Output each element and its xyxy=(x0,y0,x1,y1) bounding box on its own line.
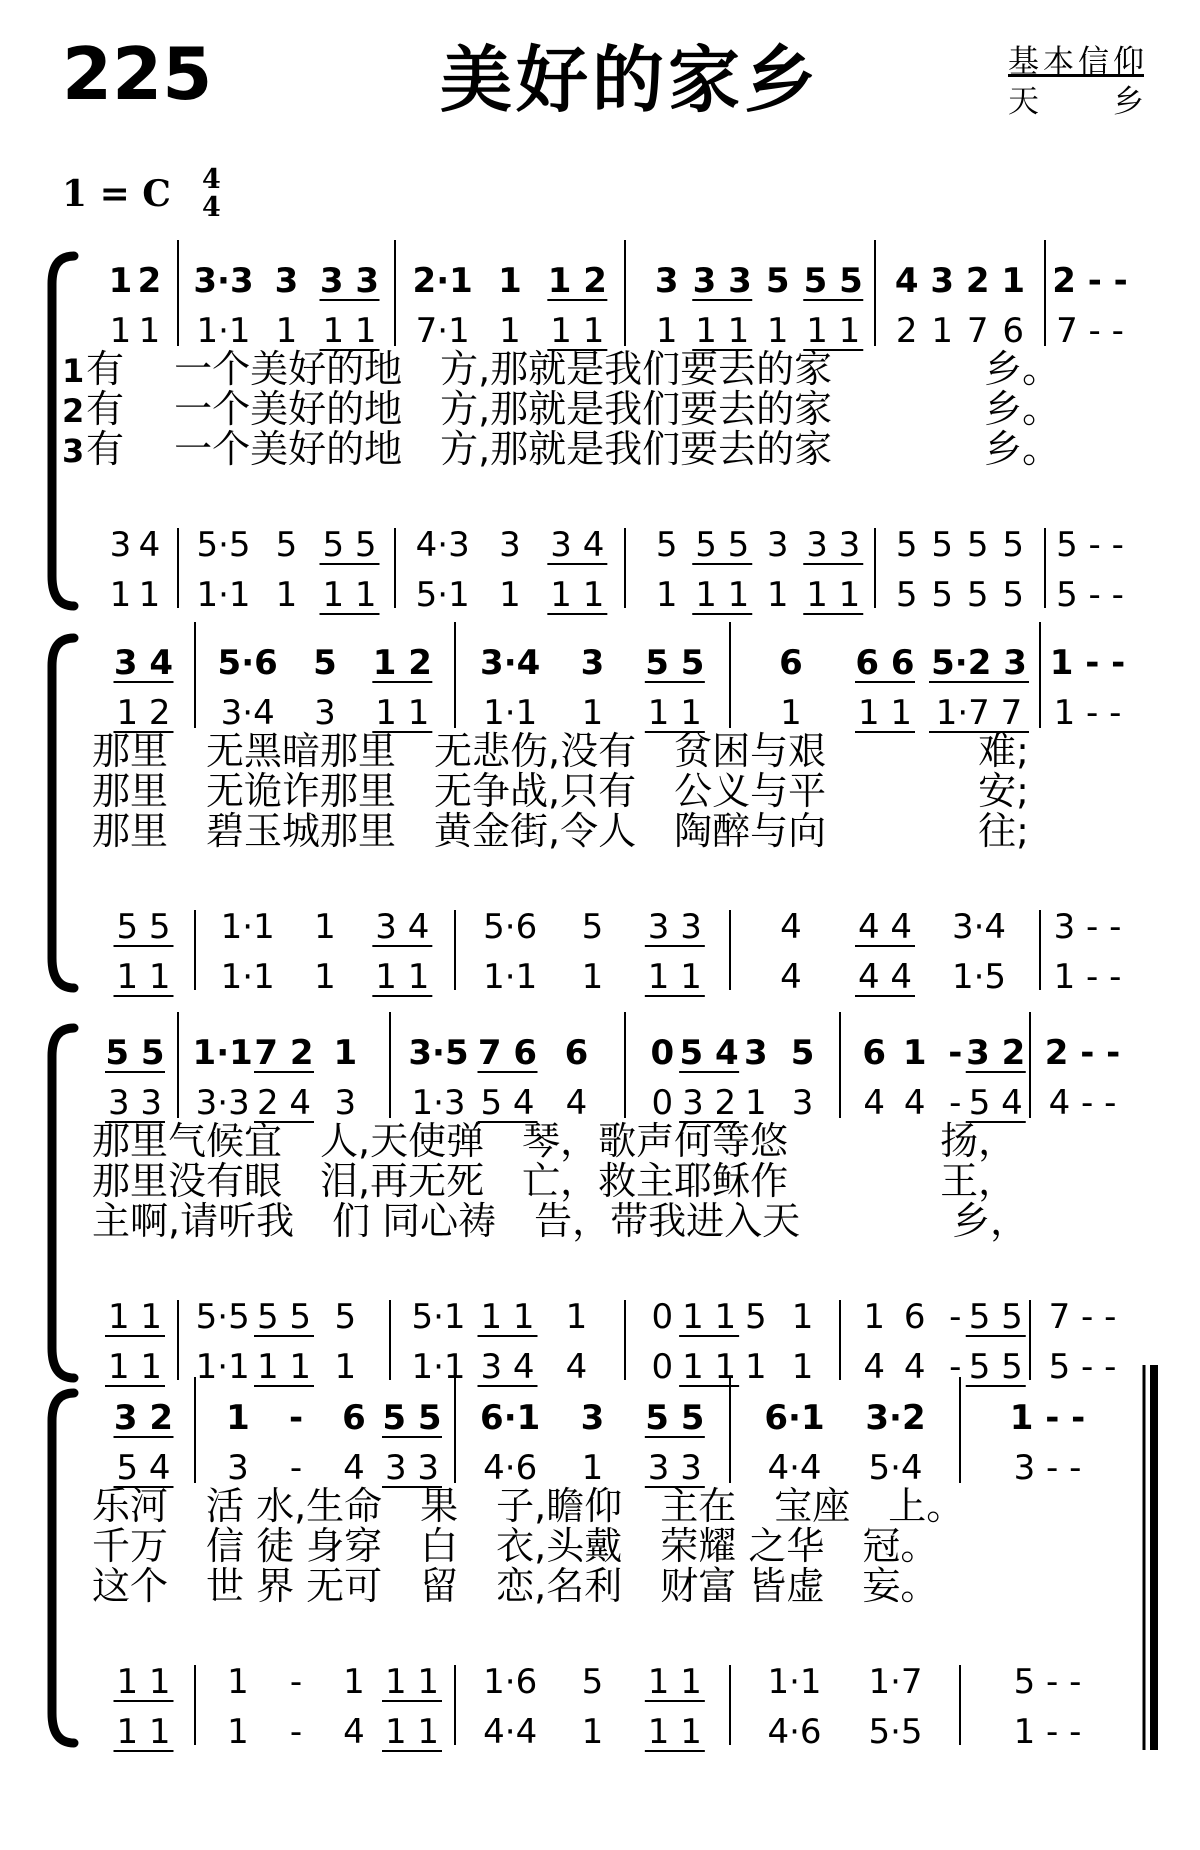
note-lower-b: 3 4 xyxy=(480,1347,535,1387)
note-top: 1 xyxy=(498,261,522,301)
lyric-line: 那里 碧玉城那里 黄金街,令人 陶醉与向 往; xyxy=(92,809,1029,853)
note-lower-b: 1 1 xyxy=(550,575,605,615)
note-lower-b: 4·4 xyxy=(483,1712,538,1752)
note-upper: 3 3 xyxy=(647,1448,702,1488)
system-1 xyxy=(52,240,1128,615)
note-lower-b: 4 xyxy=(780,957,802,997)
note-top: 6 6 xyxy=(855,643,915,683)
note-lower-a: 5 5 xyxy=(968,1297,1023,1337)
note-lower-a: 3 4 xyxy=(550,525,605,565)
note-lower-b: 1·1 xyxy=(196,575,251,615)
note-top: 3 xyxy=(654,261,679,301)
note-top: 3 2 xyxy=(113,1398,174,1438)
note-lower-a: 1 xyxy=(314,907,336,947)
note-lower-b: 1 xyxy=(314,957,336,997)
note-lower-b: 1 xyxy=(655,575,678,615)
note-lower-b: 1·1 xyxy=(195,1347,250,1387)
lyric-line: 那里气候宜 人,天使弹 琴，歌声何等悠 扬， xyxy=(92,1119,1017,1163)
note-lower-b: 1 xyxy=(138,575,161,615)
note-upper: 1 1 xyxy=(806,311,861,351)
note-top: 1 - - xyxy=(1009,1398,1086,1438)
note-lower-a: 5 5 xyxy=(116,907,171,947)
note-lower-a: 4·3 xyxy=(415,525,470,565)
note-lower-a: 1 xyxy=(565,1297,588,1337)
note-lower-b: 4 xyxy=(903,1347,926,1387)
note-top: 3 4 xyxy=(113,643,174,683)
note-top: 5 5 xyxy=(105,1033,165,1073)
note-upper: 1 - - xyxy=(1053,693,1122,733)
note-lower-b: 1 1 xyxy=(647,1712,702,1752)
note-upper: 5·4 xyxy=(868,1448,923,1488)
hymn-number: 225 xyxy=(62,32,213,116)
note-upper: 4 xyxy=(903,1083,926,1123)
note-upper: 1 xyxy=(499,311,521,351)
note-lower-b: 5 - - xyxy=(1056,575,1124,615)
note-upper: 1·1 xyxy=(483,693,538,733)
note-top: 0 xyxy=(650,1033,675,1073)
time-signature-bottom: 4 xyxy=(202,192,221,223)
note-upper: - xyxy=(289,1448,303,1488)
note-lower-a: 1 xyxy=(343,1662,365,1702)
note-lower-a: 1·7 xyxy=(868,1662,923,1702)
note-lower-a: 3 xyxy=(766,525,789,565)
note-lower-b: 1 1 xyxy=(116,1712,171,1752)
note-lower-a: 1 xyxy=(863,1297,886,1337)
note-lower-b: 5·1 xyxy=(415,575,470,615)
key-signature: 1 = C xyxy=(62,173,171,215)
note-lower-b: 1·1 xyxy=(411,1347,466,1387)
note-lower-a: - xyxy=(949,1297,962,1337)
note-lower-b: 1 1 xyxy=(384,1712,440,1752)
note-top: 1 xyxy=(333,1033,358,1073)
note-lower-a: 5 xyxy=(895,525,918,565)
system-3 xyxy=(52,1012,1120,1387)
system-4 xyxy=(52,1365,1154,1752)
lyric-line: 那里没有眼 泪,再无死 亡，救主耶稣作 王， xyxy=(92,1159,1017,1203)
note-lower-a: 4 xyxy=(138,525,161,565)
note-lower-a: 3·4 xyxy=(951,907,1007,947)
note-lower-a: 1·1 xyxy=(767,1662,822,1702)
note-upper: 3 xyxy=(791,1083,814,1123)
credit-category: 基本信仰 xyxy=(1008,44,1144,80)
note-upper: 1 xyxy=(138,311,161,351)
note-upper: 1 xyxy=(581,693,604,733)
note-lower-b: 1 - - xyxy=(1013,1712,1082,1752)
note-lower-b: 5 5 xyxy=(968,1347,1023,1387)
note-lower-a: 1 1 xyxy=(682,1297,737,1337)
note-lower-a: 1 xyxy=(227,1662,249,1702)
note-upper: 1 1 xyxy=(550,311,605,351)
note-top: 3 2 xyxy=(966,1033,1026,1073)
note-top: 2 xyxy=(965,261,990,301)
note-lower-b: 1 xyxy=(499,575,521,615)
system-bracket xyxy=(52,256,74,606)
note-top: 6 xyxy=(564,1033,589,1073)
note-lower-b: 4 xyxy=(343,1712,365,1752)
note-upper: 4·6 xyxy=(483,1448,538,1488)
note-top: 7 6 xyxy=(477,1033,538,1073)
note-lower-b: 1 1 xyxy=(647,957,702,997)
note-lower-a: 4 4 xyxy=(857,907,913,947)
note-upper: 1 1 xyxy=(322,311,377,351)
note-upper: 3 3 xyxy=(107,1083,163,1123)
note-lower-b: 1·1 xyxy=(483,957,538,997)
note-lower-a: 1 1 xyxy=(647,1662,702,1702)
note-upper: 5 4 xyxy=(116,1448,171,1488)
note-lower-b: 5 xyxy=(1002,575,1025,615)
note-lower-b: 1 1 xyxy=(375,957,430,997)
note-upper: 1 xyxy=(655,311,678,351)
note-top: 7 2 xyxy=(254,1033,314,1073)
note-top: 3 xyxy=(580,643,605,683)
note-lower-b: 1 1 xyxy=(256,1347,312,1387)
note-top: 1 xyxy=(1001,261,1026,301)
note-upper: 4 xyxy=(565,1083,588,1123)
note-lower-a: 4 xyxy=(780,907,802,947)
note-top: 3 xyxy=(274,261,299,301)
note-lower-b: 1 1 xyxy=(682,1347,737,1387)
note-lower-b: 1 xyxy=(334,1347,357,1387)
note-upper: 3 xyxy=(334,1083,357,1123)
note-lower-a: 1·6 xyxy=(483,1662,538,1702)
note-top: 3 3 xyxy=(692,261,752,301)
note-upper: 1 1 xyxy=(857,693,913,733)
note-upper: 6 xyxy=(1002,311,1025,351)
note-lower-b: 0 xyxy=(651,1347,674,1387)
note-top: 1 xyxy=(226,1398,250,1438)
note-lower-a: 5 5 xyxy=(256,1297,312,1337)
note-top: 5 5 xyxy=(803,261,863,301)
note-lower-a: 5 xyxy=(966,525,989,565)
note-lower-a: 3 xyxy=(109,525,132,565)
note-lower-a: 7 - - xyxy=(1048,1297,1117,1337)
note-top: 6·1 xyxy=(480,1398,541,1438)
note-lower-a: 0 xyxy=(651,1297,674,1337)
note-top: 6·1 xyxy=(764,1398,825,1438)
note-lower-b: 1 1 xyxy=(116,957,171,997)
note-lower-b: 1·5 xyxy=(951,957,1007,997)
note-lower-a: 1 1 xyxy=(107,1297,163,1337)
note-top: 6 xyxy=(779,643,803,683)
note-top: 3·2 xyxy=(865,1398,926,1438)
note-top: 5 xyxy=(313,643,337,683)
note-lower-a: 5·1 xyxy=(411,1297,466,1337)
note-top: 4 xyxy=(894,261,919,301)
note-top: 2 - - xyxy=(1052,261,1128,301)
note-upper: 3 3 xyxy=(384,1448,440,1488)
verse-number: 1 xyxy=(62,352,85,390)
note-upper: 4 xyxy=(343,1448,365,1488)
note-top: 1 xyxy=(108,261,133,301)
note-top: 5 5 xyxy=(645,1398,705,1438)
note-lower-a: 5 - - xyxy=(1056,525,1124,565)
note-lower-a: 5 xyxy=(655,525,678,565)
note-top: 1·1 xyxy=(192,1033,253,1073)
note-upper: 1 1 xyxy=(375,693,430,733)
note-lower-a: 5 xyxy=(931,525,954,565)
note-upper: 3 2 xyxy=(682,1083,737,1123)
note-lower-a: 5 xyxy=(334,1297,357,1337)
note-lower-a: 5 xyxy=(745,1297,767,1337)
note-upper: 4·4 xyxy=(767,1448,822,1488)
note-upper: 3 - - xyxy=(1013,1448,1082,1488)
lyric-line: 千万 信 徒 身穿 白 衣,头戴 荣耀 之华 冠。 xyxy=(92,1524,939,1568)
note-upper: 1·7 7 xyxy=(935,693,1023,733)
note-top: 3·3 xyxy=(193,261,254,301)
note-top: 1 - - xyxy=(1049,643,1126,683)
note-lower-b: 1 1 xyxy=(695,575,750,615)
note-lower-a: 5 xyxy=(581,1662,604,1702)
lyric-line: 那里 无诡诈那里 无争战,只有 公义与平 安; xyxy=(92,769,1029,813)
note-top: 5 5 xyxy=(645,643,705,683)
note-lower-b: 4 xyxy=(863,1347,886,1387)
time-signature-top: 4 xyxy=(202,164,221,195)
note-top: 6 xyxy=(862,1033,887,1073)
note-upper: 1 xyxy=(931,311,954,351)
note-top: 3 3 xyxy=(319,261,380,301)
note-lower-a: 5 xyxy=(1002,525,1025,565)
note-lower-b: 1 1 xyxy=(107,1347,163,1387)
note-upper: 1 xyxy=(780,693,802,733)
note-upper: 2 4 xyxy=(256,1083,312,1123)
note-lower-a: 3 - - xyxy=(1053,907,1122,947)
note-lower-b: 4 4 xyxy=(857,957,913,997)
note-upper: 1 2 xyxy=(116,693,171,733)
note-lower-a: 6 xyxy=(903,1297,926,1337)
verse-number: 2 xyxy=(62,392,85,430)
note-lower-a: 5·5 xyxy=(196,525,251,565)
note-lower-b: 5·5 xyxy=(868,1712,923,1752)
note-lower-b: 5 - - xyxy=(1048,1347,1117,1387)
note-top: 5·6 xyxy=(217,643,278,683)
note-top: 2 - - xyxy=(1044,1033,1121,1073)
note-lower-b: 1 1 xyxy=(806,575,861,615)
note-upper: 4 - - xyxy=(1048,1083,1117,1123)
note-upper: 3·4 xyxy=(220,693,275,733)
lyric-line: 有 一个美好的地 方,那就是我们要去的家 乡。 xyxy=(86,427,1061,471)
note-top: 5 xyxy=(765,261,790,301)
note-upper: 1 xyxy=(109,311,132,351)
note-upper: 4 xyxy=(863,1083,886,1123)
note-upper: 2 xyxy=(895,311,918,351)
note-lower-a: 5 xyxy=(275,525,298,565)
note-lower-a: 1 1 xyxy=(384,1662,440,1702)
lyric-line: 主啊,请听我 们 同心祷 告，带我进入天 乡， xyxy=(92,1199,1029,1243)
note-top: 1 xyxy=(902,1033,927,1073)
lyric-line: 有 一个美好的地 方,那就是我们要去的家 乡。 xyxy=(86,347,1061,391)
note-lower-b: 5 xyxy=(931,575,954,615)
note-upper: 0 xyxy=(651,1083,674,1123)
note-top: 2 xyxy=(137,261,162,301)
note-lower-b: - xyxy=(949,1347,962,1387)
note-lower-b: 1 xyxy=(581,1712,604,1752)
note-lower-a: 1·1 xyxy=(220,907,275,947)
note-lower-b: 1 xyxy=(275,575,298,615)
note-lower-a: 1 1 xyxy=(480,1297,535,1337)
note-top: 3 xyxy=(744,1033,768,1073)
note-upper: 7·1 xyxy=(415,311,470,351)
note-lower-b: 1 xyxy=(109,575,132,615)
note-lower-b: 1 xyxy=(227,1712,249,1752)
note-upper: 1·1 xyxy=(196,311,251,351)
note-lower-a: 3 xyxy=(499,525,521,565)
note-lower-b: 1·1 xyxy=(220,957,275,997)
note-lower-b: 5 xyxy=(966,575,989,615)
note-top: 5 5 xyxy=(382,1398,442,1438)
note-top: 1 2 xyxy=(372,643,432,683)
note-top: 3·4 xyxy=(480,643,541,683)
note-top: 3 xyxy=(580,1398,605,1438)
note-lower-b: 4·6 xyxy=(767,1712,822,1752)
note-top: 6 xyxy=(342,1398,366,1438)
note-top: 5 4 xyxy=(679,1033,739,1073)
note-lower-a: 5 - - xyxy=(1013,1662,1082,1702)
note-lower-a: - xyxy=(289,1662,303,1702)
lyric-line: 乐河 活 水,生命 果 子,瞻仰 主在 宝座 上。 xyxy=(92,1484,965,1528)
note-top: - xyxy=(948,1033,963,1073)
note-lower-a: 3 4 xyxy=(375,907,430,947)
note-lower-a: 3 3 xyxy=(647,907,702,947)
note-lower-b: 1 xyxy=(766,575,789,615)
note-top: 1 2 xyxy=(547,261,607,301)
note-upper: 5 4 xyxy=(968,1083,1023,1123)
note-top: 3 xyxy=(930,261,955,301)
hymn-title: 美好的家乡 xyxy=(440,38,821,122)
note-upper: 1 1 xyxy=(647,693,702,733)
note-upper: 1 xyxy=(766,311,789,351)
note-lower-a: 1 xyxy=(791,1297,814,1337)
note-upper: 1 xyxy=(275,311,298,351)
note-upper: 3·3 xyxy=(195,1083,250,1123)
note-upper: 7 xyxy=(966,311,989,351)
note-top: 5·2 3 xyxy=(931,643,1027,683)
system-bracket xyxy=(52,1393,74,1743)
note-top: 2·1 xyxy=(412,261,473,301)
note-lower-b: 1 1 xyxy=(322,575,377,615)
credit-source: 天 乡 xyxy=(1008,84,1144,120)
note-lower-a: 5·5 xyxy=(195,1297,250,1337)
lyric-line: 那里 无黑暗那里 无悲伤,没有 贫困与艰 难; xyxy=(92,729,1029,773)
note-upper: 1 xyxy=(581,1448,604,1488)
note-upper: - xyxy=(949,1083,962,1123)
system-bracket xyxy=(52,1028,74,1378)
note-lower-a: 5 xyxy=(581,907,604,947)
note-upper: 1 1 xyxy=(695,311,750,351)
note-lower-b: 1 xyxy=(791,1347,814,1387)
note-lower-a: 3 3 xyxy=(806,525,861,565)
note-lower-b: 1 - - xyxy=(1053,957,1122,997)
verse-number: 3 xyxy=(62,432,85,470)
lyric-line: 这个 世 界 无可 留 恋,名利 财富 皆虚 妄。 xyxy=(92,1564,939,1608)
note-lower-b: 4 xyxy=(565,1347,588,1387)
note-top: 5 xyxy=(790,1033,815,1073)
note-upper: 7 - - xyxy=(1056,311,1124,351)
note-upper: 3 xyxy=(227,1448,249,1488)
note-lower-b: - xyxy=(289,1712,303,1752)
note-lower-a: 5 5 xyxy=(695,525,750,565)
note-upper: 3 xyxy=(314,693,336,733)
note-lower-b: 1 xyxy=(581,957,604,997)
note-upper: 1·3 xyxy=(411,1083,466,1123)
note-lower-b: 1 xyxy=(745,1347,767,1387)
system-2 xyxy=(52,622,1125,997)
note-upper: 5 4 xyxy=(480,1083,535,1123)
note-lower-a: 5 5 xyxy=(322,525,377,565)
note-upper: 1 xyxy=(745,1083,767,1123)
lyric-line: 有 一个美好的地 方,那就是我们要去的家 乡。 xyxy=(86,387,1061,431)
system-bracket xyxy=(52,638,74,988)
note-lower-b: 5 xyxy=(895,575,918,615)
note-lower-a: 1 1 xyxy=(116,1662,171,1702)
note-top: 3·5 xyxy=(408,1033,469,1073)
note-lower-a: 5·6 xyxy=(483,907,538,947)
note-top: - xyxy=(288,1398,304,1438)
